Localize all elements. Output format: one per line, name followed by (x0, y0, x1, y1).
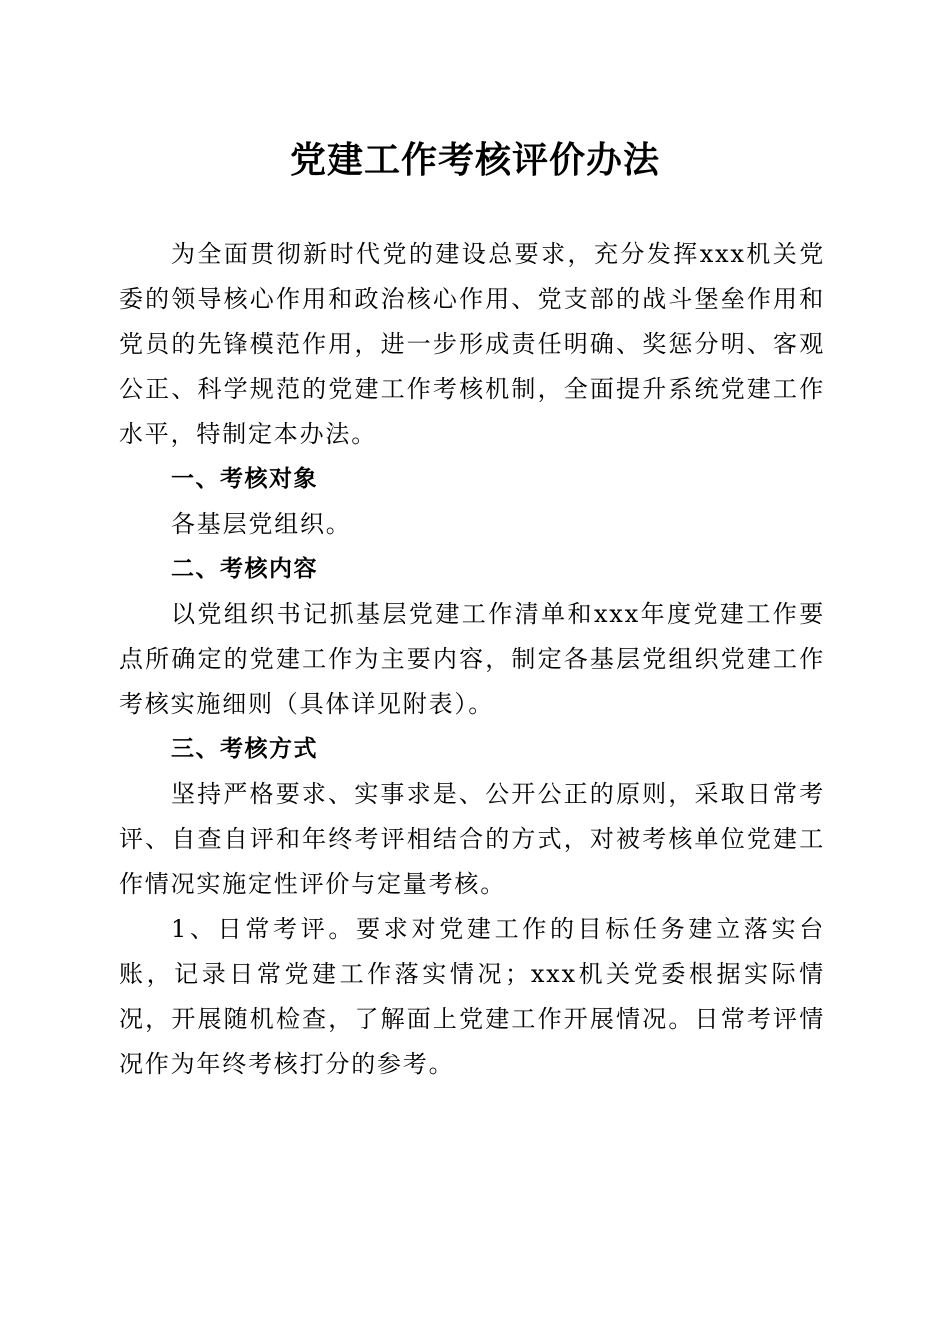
section-heading-assessment-target: 一、考核对象 (171, 466, 318, 492)
document-body (119, 232, 825, 1087)
intro-paragraph: 为全面贯彻新时代党的建设总要求，充分发挥xxx机关党委的领导核心作用和政治核心作用、党支部的战斗堡垒作用和党员的先锋模范作用，进一步形成责任明确、奖惩分明、客观公正、科学规范的党建工作考核机制，全面提升系统党建工作水平，特制定本办法。 (119, 240, 825, 448)
section-text-assessment-method: 坚持严格要求、实事求是、公开公正的原则，采取日常考评、自查自评和年终考评相结合的方式，对被考核单位党建工作情况实施定性评价与定量考核。 (119, 780, 825, 898)
section-heading-assessment-method: 三、考核方式 (171, 736, 318, 762)
section-text-assessment-content: 以党组织书记抓基层党建工作清单和xxx年度党建工作要点所确定的党建工作为主要内容，制定各基层党组织党建工作考核实施细则（具体详见附表）。 (119, 600, 825, 718)
section-heading-assessment-content: 二、考核内容 (171, 556, 318, 582)
method-item-daily-evaluation: 1、日常考评。要求对党建工作的目标任务建立落实台账，记录日常党建工作落实情况；xxx机关党委根据实际情况，开展随机检查，了解面上党建工作开展情况。日常考评情况作为年终考核打分的参考。 (119, 915, 825, 1078)
document-title: 党建工作考核评价办法 (289, 139, 660, 181)
section-text-assessment-target: 各基层党组织。 (171, 510, 352, 538)
